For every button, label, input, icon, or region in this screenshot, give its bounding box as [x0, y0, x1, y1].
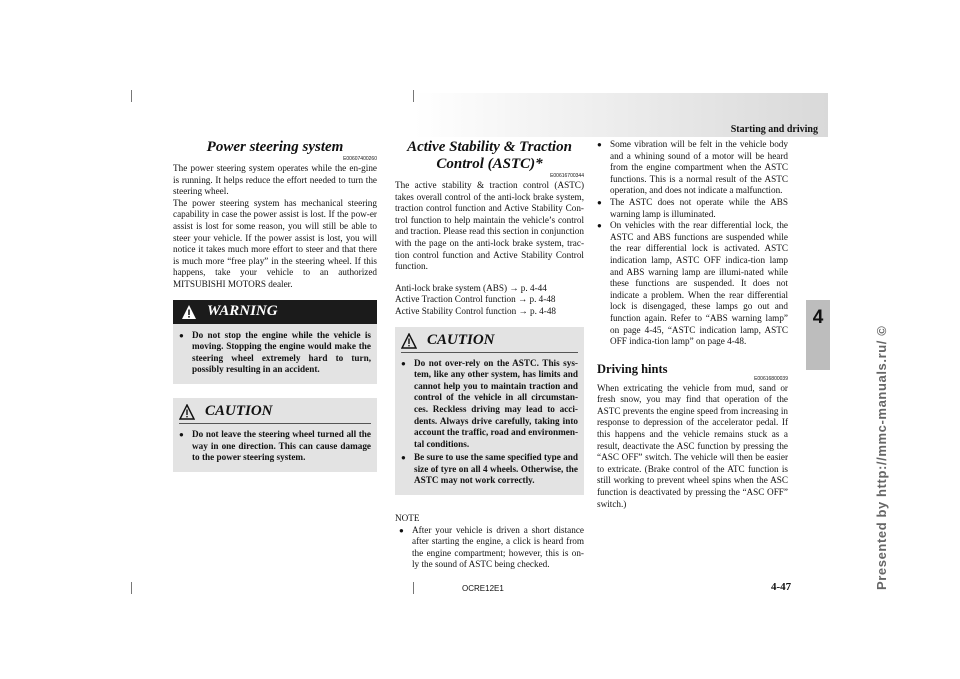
- section-code: E00616700344: [550, 173, 584, 179]
- chapter-number: 4: [812, 307, 824, 328]
- crop-mark: [413, 582, 414, 594]
- note-text: After your vehicle is driven a short distance after starting the engine, a click is heard from the engine compartment; however, this is on-ly the sound of ASTC being checked.: [412, 524, 584, 570]
- caution-text: Do not over-rely on the ASTC. This sys-tem, like any other system, has limits and cannot help you to maintain traction and control of the vehicle in all circumstan-ces. Reckless driving may lead to acci-dents. Always drive carefully, taking into account the traffic, road and environmen-tal conditions.: [414, 357, 579, 449]
- section-title: Active Stability & Traction: [407, 139, 572, 155]
- reference-line: Active Stability Control function → p. 4-48: [395, 305, 557, 316]
- bullet-icon: ●: [597, 221, 602, 231]
- section-title: Power steering system: [206, 139, 344, 155]
- list-item: [401, 452, 578, 487]
- section-title: Driving hints: [597, 361, 668, 376]
- reference-line: Active Traction Control function → p. 4-48: [395, 294, 556, 305]
- bullet-icon: ●: [179, 429, 184, 439]
- crop-mark: [131, 90, 132, 102]
- section-code: E00607400260: [343, 156, 377, 162]
- bullet-icon: ●: [179, 330, 184, 340]
- bullet-icon: ●: [399, 525, 404, 535]
- caution-triangle-icon: [401, 333, 417, 349]
- warning-title: WARNING: [207, 302, 278, 319]
- column-1: [173, 139, 377, 472]
- warning-header: [173, 300, 377, 324]
- list-item: [179, 330, 371, 376]
- column-3: [597, 139, 788, 510]
- caution-header: [179, 404, 371, 424]
- note-label: NOTE: [395, 513, 420, 524]
- list-item: [179, 429, 371, 464]
- list-item: [597, 139, 788, 197]
- watermark: Presented by http://mmc-manuals.ru/ ©: [874, 325, 889, 590]
- caution-box: [395, 327, 584, 496]
- bullet-icon: ●: [597, 140, 602, 149]
- note-text: On vehicles with the rear differential lock, the ASTC and ABS functions are suspended while the rear differential lock is activated. ASTC indication lamp, ASTC OFF indica-tion lamp and ABS warning lamp are illumi-nated while these functions are suspended. It does not indicate a problem. When the rear differential lock is disengaged, these lamps go out and function again. Refer to “ABS warning lamp” on page 4-45, “ASTC indication lamp, ASTC OFF indica-tion lamp” on page 4-48.: [610, 220, 788, 347]
- warning-triangle-icon: [181, 304, 197, 320]
- caution-text: Be sure to use the same specified type and size of tyre on all 4 wheels. Otherwise, the ASTC may not work correctly.: [414, 452, 578, 486]
- section-code: E00616800039: [754, 375, 788, 382]
- note-text: Some vibration will be felt in the vehicle body and a whining sound of a motor will be heard from the engine compartment when the ASTC functions. This is a normal result of the ASTC operation, and does not indicate a malfunction.: [610, 139, 788, 196]
- header-title: Starting and driving: [730, 124, 818, 135]
- list-item: [401, 358, 578, 451]
- warning-box: [173, 300, 377, 384]
- caution-header: [401, 333, 578, 353]
- warning-text: Do not stop the engine while the vehicle is moving. Stopping the engine would make the steering wheel extremely hard to turn, possibly resulting in an accident.: [192, 329, 371, 375]
- page-number: 4-47: [771, 581, 792, 593]
- caution-title: CAUTION: [427, 331, 495, 348]
- bullet-icon: ●: [401, 453, 406, 463]
- paragraph: When extricating the vehicle from mud, sand or fresh snow, you may find that operation of the ASTC prevents the engine speed from increasing in response to depression of the accelerator pedal. If this happens and the vehicle remains stuck as a result, deactivate the ASC function by pressing the “ASC OFF” switch. The vehicle will then be easier to extricate. (Brake control of the ATC function is still working to prevent wheel spins when the ASC function is deactivated by pressing the “ASC OFF” switch.): [597, 382, 788, 509]
- column-2: [395, 139, 584, 571]
- caution-title: CAUTION: [205, 403, 273, 420]
- reference-line: Anti-lock brake system (ABS) → p. 4-44: [395, 282, 547, 293]
- list-item: [597, 220, 788, 348]
- caution-text: Do not leave the steering wheel turned all the way in one direction. This can cause damage to the power steering system.: [192, 428, 371, 463]
- document-code: OCRE12E1: [462, 584, 504, 593]
- bullet-icon: ●: [597, 197, 602, 207]
- paragraph: The power steering system operates while the en-gine is running. It helps reduce the effort needed to turn the steering wheel.: [173, 163, 377, 197]
- list-item: [597, 197, 788, 220]
- paragraph: The active stability & traction control (ASTC) takes overall control of the anti-lock brake system, traction control function and Active Stability Con-trol function to help maintain the vehicle’s control and traction. Please read this section in conjunction with the page on the anti-lock brake system, trac-tion control function and Active Stability Control function.: [395, 180, 584, 272]
- note-text: The ASTC does not operate while the ABS warning lamp is illuminated.: [610, 196, 788, 219]
- list-item: [395, 525, 584, 571]
- paragraph: The power steering system has mechanical steering capability in case the power assist is lost. If the pow-er assist is lost for some reason, you will still be able to steer your vehicle. If the power assist is lost, you will notice it takes much more effort to steer and that there is much more “free play” in the steering wheel. If this happens, take your vehicle to an authorized MITSUBISHI MOTORS dealer.: [173, 197, 377, 289]
- crop-mark: [131, 582, 132, 594]
- caution-box: [173, 398, 377, 472]
- section-title-line-2: Control (ASTC)*: [436, 156, 543, 172]
- caution-triangle-icon: [179, 404, 195, 420]
- bullet-icon: ●: [401, 358, 406, 368]
